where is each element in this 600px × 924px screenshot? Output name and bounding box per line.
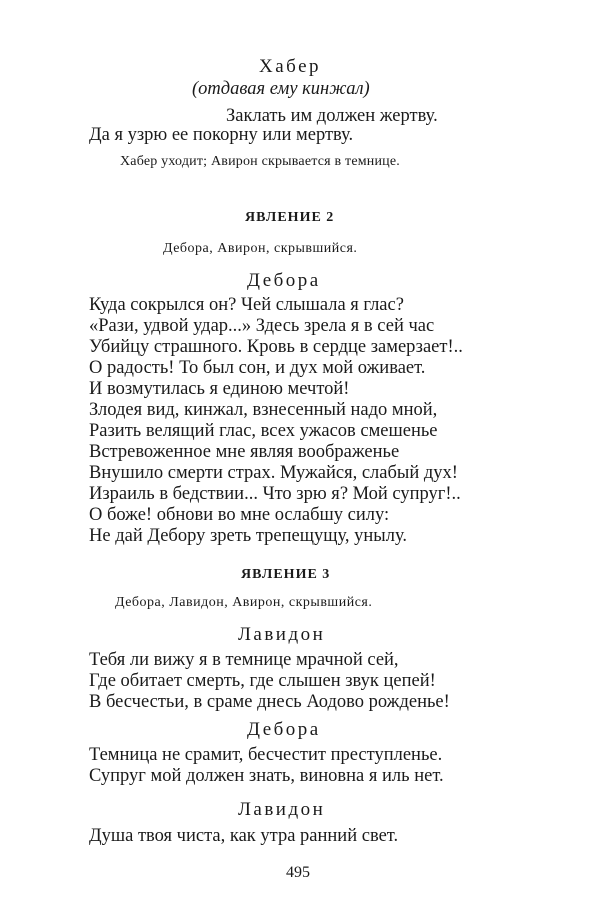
speaker-name: Лавидон [238, 624, 326, 645]
verse-line: Разить велящий глас, всех ужасов смешенье [89, 421, 438, 441]
verse-line: Встревоженное мне являя воображенье [89, 442, 400, 462]
scene-heading: ЯВЛЕНИЕ 2 [245, 210, 335, 225]
page-number: 495 [286, 864, 310, 881]
verse-line: Супруг мой должен знать, виновна я иль нет. [89, 766, 444, 786]
speaker-name: Дебора [247, 270, 321, 291]
verse-line: В бесчестьи, в сраме днесь Аодово рожденье! [89, 692, 450, 712]
verse-line: Душа твоя чиста, как утра ранний свет. [89, 826, 399, 846]
scene-cast: Дебора, Авирон, скрывшийся. [163, 241, 358, 256]
scene-heading: ЯВЛЕНИЕ 3 [241, 567, 331, 582]
verse-line: Убийцу страшного. Кровь в сердце замерзает!.. [89, 337, 463, 357]
verse-line: Тебя ли вижу я в темнице мрачной сей, [89, 650, 399, 670]
verse-line: Заклать им должен жертву. [226, 106, 438, 126]
verse-line: Израиль в бедствии... Что зрю я? Мой супруг!.. [89, 484, 461, 504]
speaker-name: Хабер [259, 56, 322, 77]
speaker-name: Дебора [247, 719, 321, 740]
verse-line: Темница не срамит, бесчестит преступленье. [89, 745, 443, 765]
stage-direction: Хабер уходит; Авирон скрывается в темнице. [120, 154, 400, 169]
verse-line: Где обитает смерть, где слышен звук цепей! [89, 671, 436, 691]
verse-line: Куда сокрылся он? Чей слышала я глас? [89, 295, 404, 315]
stage-direction: (отдавая ему кинжал) [192, 79, 370, 99]
verse-line: Злодея вид, кинжал, взнесенный надо мной, [89, 400, 438, 420]
speaker-name: Лавидон [238, 799, 326, 820]
verse-line: О боже! обнови во мне ослабшу силу: [89, 505, 390, 525]
scene-cast: Дебора, Лавидон, Авирон, скрывшийся. [115, 595, 373, 610]
verse-line: Внушило смерти страх. Мужайся, слабый дух! [89, 463, 458, 483]
verse-line: О радость! То был сон, и дух мой оживает. [89, 358, 426, 378]
verse-line: Не дай Дебору зреть трепещущу, унылу. [89, 526, 407, 546]
verse-line: «Рази, удвой удар...» Здесь зрела я в сей час [89, 316, 435, 336]
verse-line: Да я узрю ее покорну или мертву. [89, 125, 354, 145]
verse-line: И возмутилась я единою мечтой! [89, 379, 350, 399]
